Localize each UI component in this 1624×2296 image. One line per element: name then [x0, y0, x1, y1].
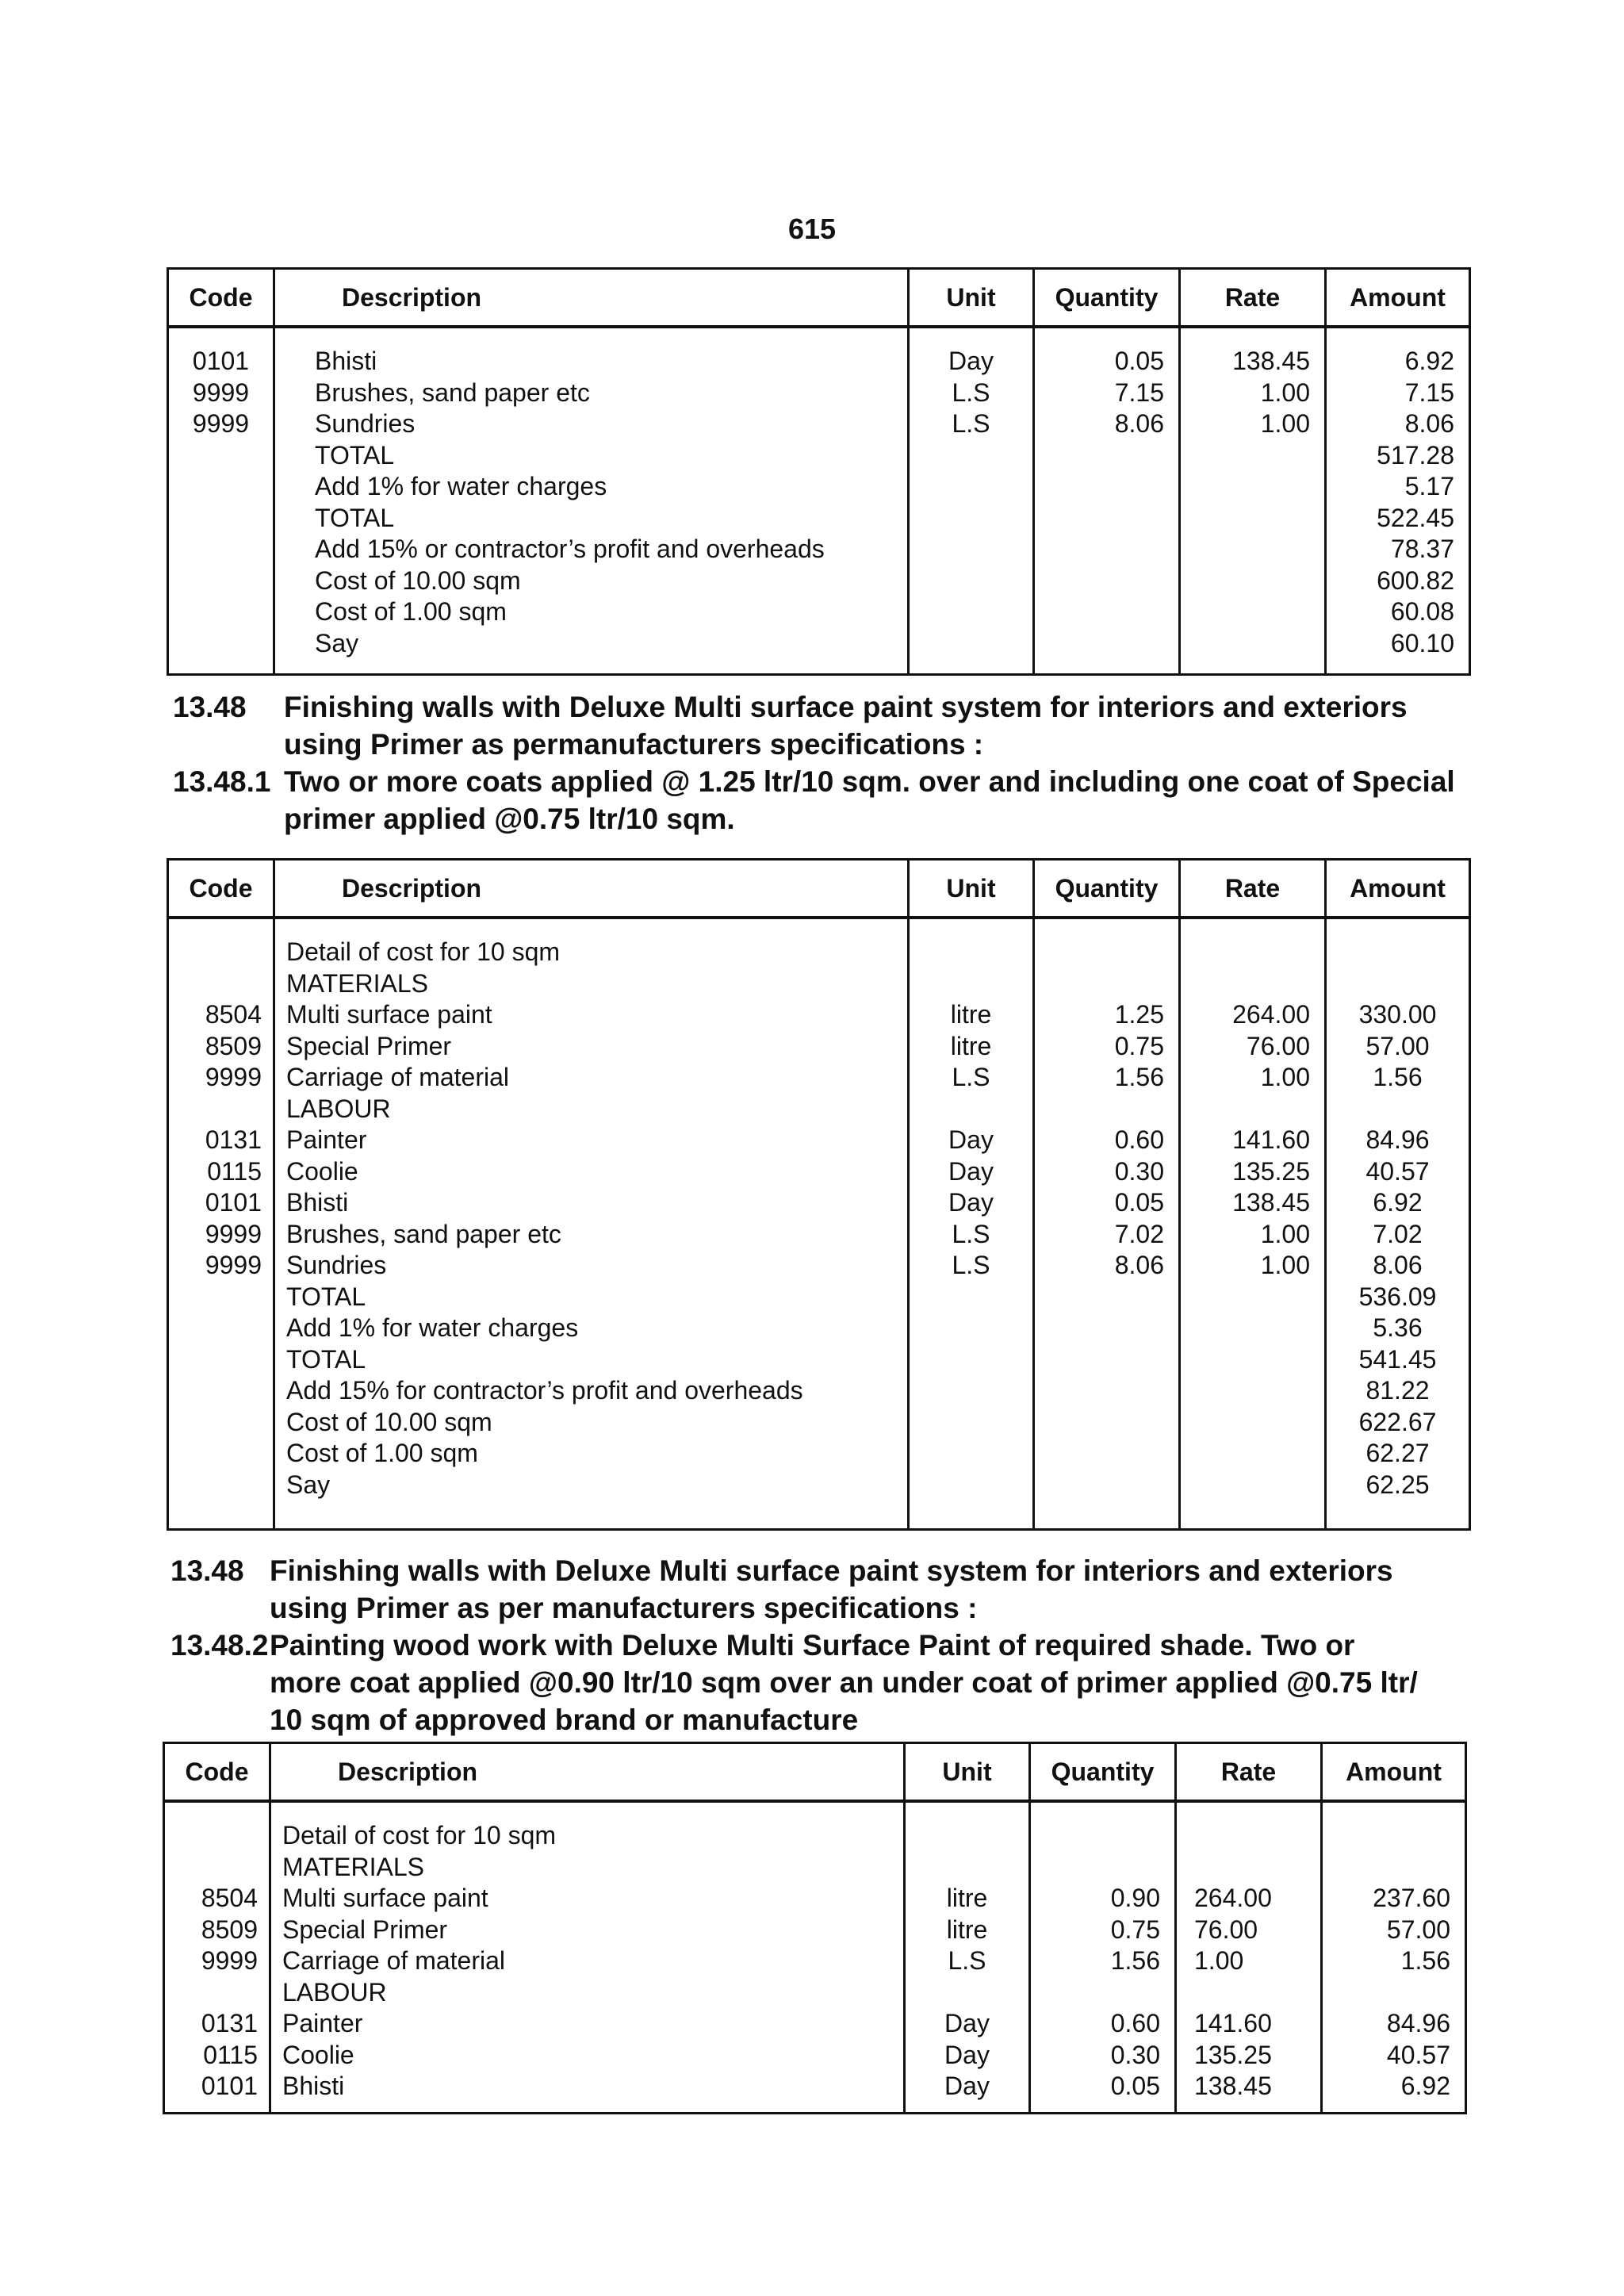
table-cell-quantity — [1035, 440, 1164, 472]
header-description: Description — [274, 269, 909, 328]
table-cell-rate: 1.00 — [1260, 1251, 1310, 1279]
header-amount: Amount — [1326, 860, 1470, 918]
table-cell-amount: 7.02 — [1373, 1219, 1423, 1248]
table-cell-quantity — [1035, 596, 1164, 628]
table-cell-unit: Day — [948, 1125, 994, 1154]
table-cell-rate: 138.45 — [1194, 2072, 1272, 2100]
table-cell-rate: 1.00 — [1260, 1063, 1310, 1091]
heading-line — [173, 800, 1464, 838]
table-cell-unit: Day — [948, 1188, 994, 1217]
rate-column — [1180, 327, 1326, 675]
table-cell-description: Cost of 10.00 sqm — [286, 1407, 492, 1436]
table-cell-unit — [910, 1470, 1032, 1501]
table-cell-amount: 60.10 — [1390, 628, 1454, 657]
table-body — [168, 327, 1470, 675]
amount-column — [1326, 327, 1470, 675]
table-cell-code — [169, 968, 262, 1000]
table-header-row — [164, 1743, 1466, 1802]
heading-line — [170, 1701, 1461, 1738]
table-header-row — [168, 269, 1470, 328]
table-cell-description: MATERIALS — [286, 968, 428, 998]
table-cell-amount: 78.37 — [1390, 535, 1454, 563]
heading-number — [173, 726, 284, 763]
table-cell-description: Special Primer — [282, 1915, 448, 1944]
table-cell-amount: 622.67 — [1358, 1407, 1437, 1436]
table-cell-unit: L.S — [952, 378, 990, 407]
table-cell-quantity — [1035, 968, 1164, 1000]
table-cell-rate: 76.00 — [1194, 1915, 1258, 1944]
rate-analysis-table-1 — [167, 267, 1471, 676]
heading-number — [173, 800, 284, 838]
table-cell-quantity: 8.06 — [1114, 409, 1164, 438]
table-cell-amount: 536.09 — [1358, 1282, 1437, 1311]
table-cell-rate — [1181, 440, 1310, 472]
table-cell-code — [169, 1344, 262, 1376]
table-cell-code — [169, 534, 273, 565]
table-cell-unit — [910, 503, 1032, 535]
table-cell-unit — [906, 1852, 1028, 1884]
table-cell-rate — [1181, 596, 1310, 628]
table-cell-unit: L.S — [952, 1063, 990, 1091]
table-cell-code — [169, 1094, 262, 1125]
rate-column — [1176, 1801, 1322, 2114]
table-cell-quantity — [1035, 1438, 1164, 1470]
table-cell-unit — [910, 968, 1032, 1000]
table-cell-quantity — [1035, 937, 1164, 968]
table-cell-code — [169, 937, 262, 968]
table-cell-amount: 60.08 — [1390, 597, 1454, 626]
header-description: Description — [274, 860, 909, 918]
table-cell-description: Cost of 1.00 sqm — [286, 1439, 478, 1467]
header-code: Code — [168, 860, 274, 918]
table-cell-quantity: 0.60 — [1110, 2009, 1160, 2037]
table-cell-unit: Day — [944, 2009, 990, 2037]
table-cell-amount: 1.56 — [1373, 1063, 1423, 1091]
table-cell-amount: 40.57 — [1365, 1156, 1430, 1186]
table-cell-amount — [1327, 1094, 1469, 1125]
table-cell-quantity: 7.02 — [1114, 1219, 1164, 1248]
header-rate: Rate — [1180, 860, 1326, 918]
table-cell-quantity — [1031, 1820, 1160, 1852]
heading-text: 10 sqm of approved brand or manufacture — [270, 1704, 859, 1736]
table-cell-rate: 1.00 — [1260, 409, 1310, 438]
table-cell-quantity: 0.05 — [1110, 2072, 1160, 2100]
table-cell-quantity — [1035, 471, 1164, 503]
heading-line — [170, 1552, 1461, 1589]
heading-text: using Primer as per manufacturers specifications : — [270, 1592, 978, 1624]
table-cell-unit: litre — [946, 1915, 988, 1944]
table-cell-quantity — [1035, 1407, 1164, 1439]
table-cell-quantity: 7.15 — [1114, 378, 1164, 407]
table-cell-description: TOTAL — [286, 1282, 366, 1311]
table-cell-amount: 541.45 — [1358, 1344, 1437, 1374]
table-cell-code: 0101 — [205, 1188, 262, 1217]
table-cell-amount — [1327, 968, 1469, 1000]
table-cell-quantity: 0.05 — [1114, 347, 1164, 375]
table-cell-rate: 135.25 — [1232, 1156, 1310, 1186]
table-cell-quantity — [1035, 1344, 1164, 1376]
table-cell-rate: 1.00 — [1260, 1219, 1310, 1248]
table-cell-code — [169, 1470, 262, 1501]
table-cell-amount: 7.15 — [1404, 378, 1454, 407]
table-body — [168, 918, 1470, 1530]
table-cell-amount: 8.06 — [1373, 1251, 1423, 1279]
header-quantity: Quantity — [1034, 860, 1180, 918]
table-cell-quantity — [1035, 534, 1164, 565]
table-cell-description: Special Primer — [286, 1031, 452, 1060]
table-cell-quantity — [1035, 1313, 1164, 1344]
unit-column — [905, 1801, 1030, 2114]
table-cell-code: 0101 — [192, 347, 250, 375]
table-cell-code — [169, 1282, 262, 1313]
header-unit: Unit — [909, 860, 1034, 918]
table-cell-quantity: 0.75 — [1110, 1915, 1160, 1944]
table-cell-amount: 237.60 — [1373, 1884, 1450, 1912]
table-cell-amount — [1323, 1852, 1450, 1884]
heading-text: Finishing walls with Deluxe Multi surface paint system for interiors and exteriors — [270, 1554, 1393, 1587]
table-cell-amount: 522.45 — [1377, 503, 1454, 532]
table-cell-quantity — [1035, 565, 1164, 597]
table-cell-rate — [1181, 937, 1310, 968]
table-cell-description: Carriage of material — [286, 1063, 509, 1091]
table-cell-rate: 76.00 — [1246, 1031, 1310, 1060]
table-cell-code — [165, 1820, 258, 1852]
table-cell-quantity: 8.06 — [1114, 1251, 1164, 1279]
table-cell-code: 9999 — [192, 378, 250, 407]
table-cell-rate — [1181, 1375, 1310, 1407]
table-cell-amount: 517.28 — [1377, 440, 1454, 470]
table-cell-unit: L.S — [948, 1946, 986, 1975]
table-cell-description: Carriage of material — [282, 1946, 505, 1975]
table-cell-rate — [1181, 471, 1310, 503]
table-cell-unit — [910, 937, 1032, 968]
table-cell-rate: 138.45 — [1232, 347, 1310, 375]
table-cell-unit — [910, 596, 1032, 628]
table-cell-amount: 57.00 — [1365, 1031, 1430, 1060]
header-unit: Unit — [909, 269, 1034, 328]
table-cell-unit — [910, 1375, 1032, 1407]
table-cell-quantity: 0.30 — [1114, 1156, 1164, 1186]
section-heading-13-48-1 — [173, 688, 1464, 838]
heading-number: 13.48 — [170, 1554, 244, 1587]
table-cell-code: 8504 — [201, 1884, 258, 1912]
table-cell-description: Add 1% for water charges — [286, 1313, 579, 1342]
heading-number: 13.48 — [173, 691, 247, 723]
table-cell-unit: L.S — [952, 1219, 990, 1248]
table-cell-description: Say — [286, 1470, 331, 1499]
heading-line — [170, 1627, 1461, 1664]
table-cell-quantity — [1035, 1282, 1164, 1313]
heading-text: Finishing walls with Deluxe Multi surface paint system for interiors and exteriors — [284, 691, 1408, 723]
table-cell-code: 8504 — [205, 1000, 262, 1029]
table-cell-unit: litre — [946, 1884, 988, 1912]
table-cell-description: Coolie — [282, 2040, 354, 2069]
header-amount: Amount — [1322, 1743, 1466, 1802]
table-cell-quantity: 0.30 — [1110, 2040, 1160, 2069]
table-cell-unit: Day — [948, 347, 994, 375]
table-cell-unit — [910, 565, 1032, 597]
rate-column — [1180, 918, 1326, 1530]
table-cell-code: 0131 — [205, 1125, 262, 1154]
table-cell-rate — [1181, 1438, 1310, 1470]
heading-line — [173, 688, 1464, 726]
table-cell-amount: 6.92 — [1400, 2072, 1450, 2100]
table-cell-quantity: 1.25 — [1114, 1000, 1164, 1029]
table-cell-code: 9999 — [205, 1219, 262, 1248]
heading-text: Two or more coats applied @ 1.25 ltr/10 sqm. over and including one coat of Special — [284, 765, 1455, 798]
table-cell-description: Multi surface paint — [282, 1884, 488, 1912]
code-column — [164, 1801, 270, 2114]
heading-text: primer applied @0.75 ltr/10 sqm. — [284, 803, 735, 835]
header-unit: Unit — [905, 1743, 1030, 1802]
table-cell-amount: 62.27 — [1365, 1439, 1430, 1467]
table-cell-unit — [910, 440, 1032, 472]
table-cell-amount: 1.56 — [1400, 1946, 1450, 1975]
table-body — [164, 1801, 1466, 2114]
table-cell-rate — [1181, 1094, 1310, 1125]
table-cell-rate: 264.00 — [1232, 1000, 1310, 1029]
table-cell-amount — [1323, 1820, 1450, 1852]
table-cell-code: 9999 — [205, 1063, 262, 1091]
heading-text: Painting wood work with Deluxe Multi Surface Paint of required shade. Two or — [270, 1629, 1355, 1662]
table-cell-rate: 138.45 — [1232, 1188, 1310, 1217]
table-cell-rate — [1181, 1282, 1310, 1313]
table-cell-quantity: 0.05 — [1114, 1188, 1164, 1217]
table-cell-rate — [1194, 1820, 1306, 1852]
table-cell-unit: litre — [950, 1031, 992, 1060]
table-cell-code: 0115 — [207, 1156, 262, 1186]
code-column — [168, 918, 274, 1530]
table-cell-description: Add 15% or contractor’s profit and overheads — [315, 535, 825, 563]
table-cell-unit — [910, 1094, 1032, 1125]
table-cell-rate — [1181, 1313, 1310, 1344]
table-cell-quantity — [1031, 1977, 1160, 2009]
heading-text: more coat applied @0.90 ltr/10 sqm over an under coat of primer applied @0.75 ltr/ — [270, 1666, 1418, 1699]
heading-line — [173, 763, 1464, 800]
table-cell-rate — [1181, 968, 1310, 1000]
table-cell-code — [169, 596, 273, 628]
quantity-column — [1030, 1801, 1176, 2114]
rate-analysis-table-3 — [163, 1742, 1467, 2114]
table-cell-description: Brushes, sand paper etc — [315, 378, 590, 407]
table-cell-amount: 5.36 — [1373, 1313, 1423, 1342]
header-amount: Amount — [1326, 269, 1470, 328]
table-cell-code — [165, 1977, 258, 2009]
table-cell-amount: 62.25 — [1365, 1470, 1430, 1499]
unit-column — [909, 918, 1034, 1530]
table-cell-unit: Day — [944, 2072, 990, 2100]
table-cell-rate: 1.00 — [1194, 1946, 1244, 1975]
table-cell-rate: 1.00 — [1260, 378, 1310, 407]
table-cell-quantity — [1031, 1852, 1160, 1884]
table-cell-unit — [910, 471, 1032, 503]
header-code: Code — [168, 269, 274, 328]
table-cell-unit: Day — [944, 2040, 990, 2069]
table-cell-description: Brushes, sand paper etc — [286, 1219, 561, 1248]
description-column — [274, 918, 909, 1530]
table-cell-description: Sundries — [315, 409, 416, 438]
header-quantity: Quantity — [1034, 269, 1180, 328]
table-cell-unit — [906, 1977, 1028, 2009]
table-cell-amount: 330.00 — [1358, 1000, 1437, 1029]
table-cell-amount: 84.96 — [1386, 2009, 1450, 2037]
section-heading-13-48-2 — [170, 1552, 1461, 1738]
table-cell-rate — [1181, 503, 1310, 535]
table-cell-amount: 600.82 — [1377, 565, 1454, 595]
rate-analysis-table-2 — [167, 858, 1471, 1531]
table-cell-code: 9999 — [205, 1251, 262, 1279]
table-cell-rate — [1194, 1977, 1306, 2009]
table-cell-description: Cost of 10.00 sqm — [315, 565, 521, 595]
table-cell-code — [169, 565, 273, 597]
heading-line — [170, 1664, 1461, 1701]
table-cell-unit: L.S — [952, 409, 990, 438]
table-cell-quantity: 0.75 — [1114, 1031, 1164, 1060]
table-cell-rate — [1181, 1470, 1310, 1501]
heading-number — [170, 1701, 270, 1738]
table-cell-unit — [910, 1344, 1032, 1376]
table-cell-code — [169, 1313, 262, 1344]
table-cell-code: 8509 — [201, 1915, 258, 1944]
header-quantity: Quantity — [1030, 1743, 1176, 1802]
code-column — [168, 327, 274, 675]
table-cell-code — [169, 1407, 262, 1439]
table-cell-description: Coolie — [286, 1156, 358, 1186]
table-cell-code — [169, 471, 273, 503]
table-cell-code — [169, 628, 273, 660]
table-cell-quantity — [1035, 1375, 1164, 1407]
table-cell-rate: 141.60 — [1232, 1125, 1310, 1154]
table-cell-description: Sundries — [286, 1251, 387, 1279]
table-cell-unit — [906, 1820, 1028, 1852]
table-cell-description: Add 15% for contractor’s profit and overheads — [286, 1376, 803, 1405]
description-column — [274, 327, 909, 675]
table-cell-rate — [1181, 534, 1310, 565]
table-cell-description: Detail of cost for 10 sqm — [286, 937, 561, 966]
table-cell-quantity: 1.56 — [1110, 1946, 1160, 1975]
table-cell-amount — [1323, 1977, 1450, 2009]
table-cell-unit — [910, 1407, 1032, 1439]
table-cell-amount: 5.17 — [1404, 472, 1454, 500]
table-cell-description: MATERIALS — [282, 1852, 424, 1881]
table-cell-rate — [1181, 565, 1310, 597]
table-cell-description: Say — [315, 628, 359, 657]
table-cell-unit: Day — [948, 1156, 994, 1186]
table-cell-code — [169, 503, 273, 535]
table-cell-description: Cost of 1.00 sqm — [315, 597, 507, 626]
table-cell-quantity — [1035, 503, 1164, 535]
table-cell-description: TOTAL — [286, 1344, 366, 1374]
heading-number — [170, 1589, 270, 1627]
table-cell-rate: 264.00 — [1194, 1884, 1272, 1912]
quantity-column — [1034, 918, 1180, 1530]
table-cell-amount: 81.22 — [1365, 1376, 1430, 1405]
table-cell-code: 0131 — [201, 2009, 258, 2037]
amount-column — [1322, 1801, 1466, 2114]
table-cell-code — [165, 1852, 258, 1884]
table-header-row — [168, 860, 1470, 918]
table-cell-description: Detail of cost for 10 sqm — [282, 1821, 557, 1849]
table-cell-description: Multi surface paint — [286, 1000, 492, 1029]
description-column — [270, 1801, 905, 2114]
table-cell-rate — [1181, 628, 1310, 660]
table-cell-unit — [910, 1438, 1032, 1470]
table-cell-amount: 6.92 — [1404, 347, 1454, 375]
table-cell-code — [169, 1438, 262, 1470]
amount-column — [1326, 918, 1470, 1530]
table-cell-code: 9999 — [192, 409, 250, 438]
table-cell-code: 9999 — [201, 1946, 258, 1975]
table-cell-unit: L.S — [952, 1251, 990, 1279]
table-cell-description: Painter — [286, 1125, 367, 1154]
table-cell-code: 0115 — [203, 2040, 258, 2069]
unit-column — [909, 327, 1034, 675]
table-cell-amount: 8.06 — [1404, 409, 1454, 438]
page-number: 615 — [787, 213, 837, 245]
table-cell-description: TOTAL — [315, 503, 395, 532]
table-cell-code: 0101 — [201, 2072, 258, 2100]
table-cell-rate — [1194, 1852, 1306, 1884]
quantity-column — [1034, 327, 1180, 675]
heading-text: using Primer as permanufacturers specifications : — [284, 728, 984, 761]
table-cell-code — [169, 1375, 262, 1407]
heading-number — [170, 1664, 270, 1701]
table-cell-amount: 84.96 — [1365, 1125, 1430, 1154]
table-cell-rate: 135.25 — [1194, 2040, 1272, 2069]
table-cell-quantity — [1035, 1094, 1164, 1125]
table-cell-rate — [1181, 1344, 1310, 1376]
heading-line — [170, 1589, 1461, 1627]
table-cell-amount: 40.57 — [1386, 2040, 1450, 2069]
header-code: Code — [164, 1743, 270, 1802]
table-cell-rate: 141.60 — [1194, 2009, 1272, 2037]
table-cell-unit — [910, 534, 1032, 565]
header-rate: Rate — [1180, 269, 1326, 328]
table-cell-quantity: 0.60 — [1114, 1125, 1164, 1154]
table-cell-quantity: 0.90 — [1110, 1884, 1160, 1912]
heading-number: 13.48.2 — [170, 1629, 269, 1662]
table-cell-quantity — [1035, 628, 1164, 660]
table-cell-amount: 57.00 — [1386, 1915, 1450, 1944]
header-description: Description — [270, 1743, 905, 1802]
table-cell-amount: 6.92 — [1373, 1188, 1423, 1217]
table-cell-unit — [910, 1282, 1032, 1313]
table-cell-description: Add 1% for water charges — [315, 472, 607, 500]
table-cell-description: Bhisti — [286, 1188, 349, 1217]
table-cell-amount — [1327, 937, 1469, 968]
table-cell-description: Bhisti — [282, 2072, 345, 2100]
heading-number: 13.48.1 — [173, 765, 271, 798]
table-cell-quantity: 1.56 — [1114, 1063, 1164, 1091]
table-cell-code — [169, 440, 273, 472]
table-cell-description: Painter — [282, 2009, 363, 2037]
header-rate: Rate — [1176, 1743, 1322, 1802]
table-cell-rate — [1181, 1407, 1310, 1439]
table-cell-quantity — [1035, 1470, 1164, 1501]
table-cell-unit: litre — [950, 1000, 992, 1029]
table-cell-unit — [910, 628, 1032, 660]
table-cell-description: LABOUR — [282, 1977, 387, 2007]
table-cell-description: Bhisti — [315, 347, 377, 375]
table-cell-description: LABOUR — [286, 1094, 391, 1123]
table-cell-description: TOTAL — [315, 440, 395, 470]
heading-line — [173, 726, 1464, 763]
table-cell-unit — [910, 1313, 1032, 1344]
table-cell-code: 8509 — [205, 1031, 262, 1060]
